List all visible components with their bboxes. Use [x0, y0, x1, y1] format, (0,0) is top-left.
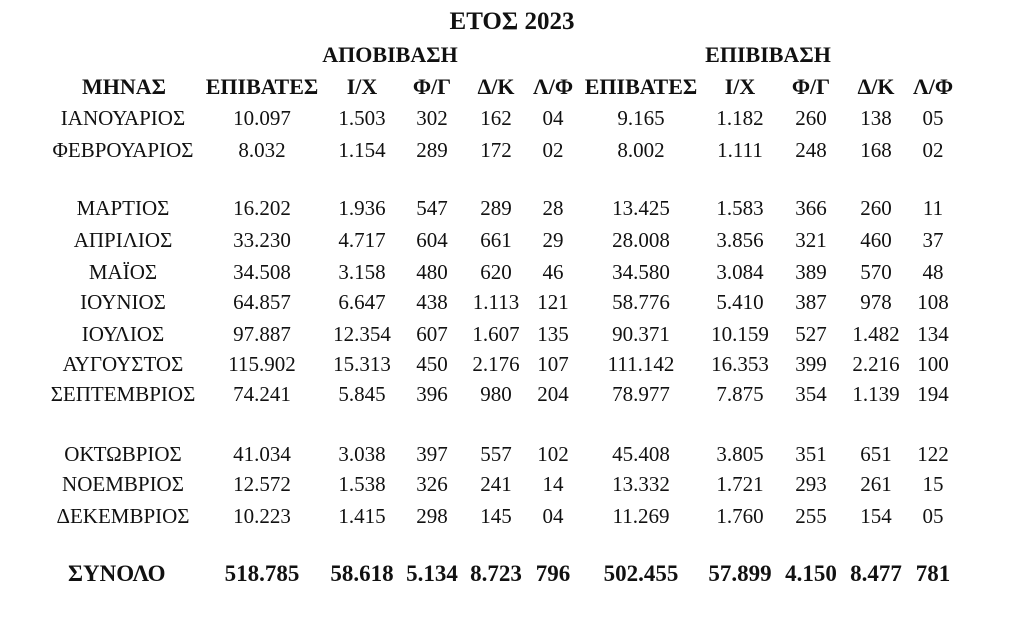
cars-disembark-cell: 12.354	[333, 322, 391, 346]
cars-embark-cell: 3.084	[716, 260, 764, 284]
dk-disembark-cell: 289	[480, 196, 512, 220]
passengers-embark-cell: 13.425	[612, 196, 670, 220]
cars-embark-cell: 16.353	[711, 352, 769, 376]
month-cell: ΦΕΒΡΟΥΑΡΙΟΣ	[52, 138, 194, 162]
dk-embark-cell: 260	[860, 196, 892, 220]
month-cell: ΟΚΤΩΒΡΙΟΣ	[64, 442, 182, 466]
header-cars-disembark: Ι/Χ	[346, 74, 378, 99]
dk-disembark-cell: 661	[480, 228, 512, 252]
trucks-embark-cell: 321	[795, 228, 827, 252]
passengers-embark-cell: 58.776	[612, 290, 670, 314]
header-month: ΜΗΝΑΣ	[81, 74, 167, 99]
dk-embark-cell: 460	[860, 228, 892, 252]
total-passengers-disembark-cell: 518.785	[224, 561, 300, 586]
passengers-embark-cell: 34.580	[612, 260, 670, 284]
total-dk-embark-cell: 8.477	[850, 561, 902, 586]
trucks-disembark-cell: 547	[416, 196, 448, 220]
passengers-disembark-cell: 97.887	[233, 322, 291, 346]
lf-disembark-cell: 04	[542, 504, 564, 528]
dk-disembark-cell: 241	[480, 472, 512, 496]
passengers-embark-cell: 78.977	[612, 382, 670, 406]
cars-disembark-cell: 1.503	[338, 106, 386, 130]
header-passengers-disembark: ΕΠΙΒΑΤΕΣ	[205, 74, 319, 99]
trucks-disembark-cell: 480	[416, 260, 448, 284]
cars-embark-cell: 3.805	[716, 442, 764, 466]
lf-disembark-cell: 04	[542, 106, 564, 130]
passengers-embark-cell: 11.269	[612, 504, 670, 528]
dk-embark-cell: 570	[860, 260, 892, 284]
dk-disembark-cell: 620	[480, 260, 512, 284]
trucks-embark-cell: 255	[795, 504, 827, 528]
passengers-disembark-cell: 41.034	[233, 442, 291, 466]
lf-embark-cell: 134	[917, 322, 949, 346]
trucks-embark-cell: 351	[795, 442, 827, 466]
cars-embark-cell: 1.760	[716, 504, 764, 528]
trucks-disembark-cell: 438	[416, 290, 448, 314]
trucks-embark-cell: 527	[795, 322, 827, 346]
total-lf-disembark-cell: 796	[535, 561, 571, 586]
trucks-embark-cell: 389	[795, 260, 827, 284]
trucks-disembark-cell: 604	[416, 228, 448, 252]
trucks-disembark-cell: 326	[416, 472, 448, 496]
group-header-embark: ΕΠΙΒΙΒΑΣΗ	[705, 42, 831, 67]
cars-disembark-cell: 1.936	[338, 196, 386, 220]
cars-disembark-cell: 3.038	[338, 442, 386, 466]
lf-embark-cell: 48	[922, 260, 944, 284]
lf-embark-cell: 37	[922, 228, 944, 252]
cars-disembark-cell: 15.313	[333, 352, 391, 376]
passengers-disembark-cell: 115.902	[228, 352, 296, 376]
dk-embark-cell: 1.139	[852, 382, 900, 406]
header-cars-embark: Ι/Χ	[724, 74, 756, 99]
passengers-disembark-cell: 74.241	[233, 382, 291, 406]
lf-embark-cell: 05	[922, 504, 944, 528]
cars-disembark-cell: 1.538	[338, 472, 386, 496]
passengers-embark-cell: 111.142	[607, 352, 675, 376]
passengers-disembark-cell: 12.572	[233, 472, 291, 496]
dk-disembark-cell: 557	[480, 442, 512, 466]
header-dk-embark: Δ/Κ	[857, 74, 895, 99]
trucks-embark-cell: 354	[795, 382, 827, 406]
lf-embark-cell: 108	[917, 290, 949, 314]
dk-disembark-cell: 980	[480, 382, 512, 406]
cars-disembark-cell: 6.647	[338, 290, 386, 314]
passengers-embark-cell: 9.165	[617, 106, 665, 130]
lf-embark-cell: 11	[922, 196, 944, 220]
lf-disembark-cell: 02	[542, 138, 564, 162]
trucks-embark-cell: 399	[795, 352, 827, 376]
month-cell: ΙΑΝΟΥΑΡΙΟΣ	[60, 106, 186, 130]
cars-embark-cell: 5.410	[716, 290, 764, 314]
month-cell: ΣΕΠΤΕΜΒΡΙΟΣ	[50, 382, 196, 406]
passengers-embark-cell: 28.008	[612, 228, 670, 252]
dk-embark-cell: 154	[860, 504, 892, 528]
total-dk-disembark-cell: 8.723	[470, 561, 522, 586]
header-trucks-embark: Φ/Γ	[791, 74, 831, 99]
total-cars-disembark-cell: 58.618	[330, 561, 394, 586]
header-lf-disembark: Λ/Φ	[532, 74, 574, 99]
cars-embark-cell: 1.182	[716, 106, 764, 130]
total-passengers-embark-cell: 502.455	[603, 561, 679, 586]
cars-embark-cell: 7.875	[716, 382, 764, 406]
trucks-disembark-cell: 607	[416, 322, 448, 346]
cars-embark-cell: 1.721	[716, 472, 764, 496]
lf-embark-cell: 02	[922, 138, 944, 162]
lf-disembark-cell: 46	[542, 260, 564, 284]
passengers-embark-cell: 13.332	[612, 472, 670, 496]
passengers-disembark-cell: 8.032	[238, 138, 286, 162]
dk-disembark-cell: 145	[480, 504, 512, 528]
lf-disembark-cell: 28	[542, 196, 564, 220]
trucks-disembark-cell: 298	[416, 504, 448, 528]
trucks-embark-cell: 366	[795, 196, 827, 220]
lf-disembark-cell: 121	[537, 290, 569, 314]
cars-embark-cell: 1.583	[716, 196, 764, 220]
header-dk-disembark: Δ/Κ	[477, 74, 515, 99]
trucks-disembark-cell: 450	[416, 352, 448, 376]
cars-embark-cell: 1.111	[717, 138, 763, 162]
passengers-embark-cell: 8.002	[617, 138, 665, 162]
lf-embark-cell: 122	[917, 442, 949, 466]
group-header-disembark: ΑΠΟΒΙΒΑΣΗ	[322, 42, 458, 67]
month-cell: ΑΠΡΙΛΙΟΣ	[73, 228, 173, 252]
passengers-embark-cell: 45.408	[612, 442, 670, 466]
lf-embark-cell: 194	[917, 382, 949, 406]
passengers-embark-cell: 90.371	[612, 322, 670, 346]
cars-disembark-cell: 5.845	[338, 382, 386, 406]
lf-embark-cell: 100	[917, 352, 949, 376]
dk-embark-cell: 168	[860, 138, 892, 162]
trucks-embark-cell: 293	[795, 472, 827, 496]
passengers-disembark-cell: 64.857	[233, 290, 291, 314]
lf-disembark-cell: 107	[537, 352, 569, 376]
month-cell: ΙΟΥΝΙΟΣ	[80, 290, 166, 314]
dk-disembark-cell: 1.113	[472, 290, 520, 314]
month-cell: ΙΟΥΛΙΟΣ	[81, 322, 165, 346]
passengers-disembark-cell: 10.097	[233, 106, 291, 130]
lf-disembark-cell: 102	[537, 442, 569, 466]
trucks-embark-cell: 387	[795, 290, 827, 314]
header-passengers-embark: ΕΠΙΒΑΤΕΣ	[584, 74, 698, 99]
cars-disembark-cell: 3.158	[338, 260, 386, 284]
trucks-embark-cell: 260	[795, 106, 827, 130]
dk-disembark-cell: 172	[480, 138, 512, 162]
month-cell: ΜΑΡΤΙΟΣ	[76, 196, 170, 220]
cars-embark-cell: 10.159	[711, 322, 769, 346]
passengers-disembark-cell: 16.202	[233, 196, 291, 220]
cars-disembark-cell: 1.415	[338, 504, 386, 528]
lf-embark-cell: 15	[922, 472, 944, 496]
dk-embark-cell: 1.482	[852, 322, 900, 346]
dk-embark-cell: 261	[860, 472, 892, 496]
cars-disembark-cell: 4.717	[338, 228, 386, 252]
lf-disembark-cell: 204	[537, 382, 569, 406]
dk-disembark-cell: 2.176	[472, 352, 520, 376]
month-cell: ΜΑΪΟΣ	[88, 260, 158, 284]
total-lf-embark-cell: 781	[915, 561, 951, 586]
month-cell: ΑΥΓΟΥΣΤΟΣ	[62, 352, 184, 376]
total-label: ΣΥΝΟΛΟ	[68, 561, 166, 586]
cars-embark-cell: 3.856	[716, 228, 764, 252]
trucks-disembark-cell: 302	[416, 106, 448, 130]
dk-embark-cell: 978	[860, 290, 892, 314]
cars-disembark-cell: 1.154	[338, 138, 386, 162]
total-trucks-disembark-cell: 5.134	[406, 561, 458, 586]
header-trucks-disembark: Φ/Γ	[412, 74, 452, 99]
trucks-disembark-cell: 397	[416, 442, 448, 466]
page-title: ΕΤΟΣ 2023	[449, 8, 575, 35]
passengers-disembark-cell: 10.223	[233, 504, 291, 528]
lf-disembark-cell: 29	[542, 228, 564, 252]
lf-embark-cell: 05	[922, 106, 944, 130]
trucks-embark-cell: 248	[795, 138, 827, 162]
total-cars-embark-cell: 57.899	[708, 561, 772, 586]
dk-embark-cell: 2.216	[852, 352, 900, 376]
dk-embark-cell: 651	[860, 442, 892, 466]
passengers-disembark-cell: 33.230	[233, 228, 291, 252]
trucks-disembark-cell: 289	[416, 138, 448, 162]
passengers-disembark-cell: 34.508	[233, 260, 291, 284]
trucks-disembark-cell: 396	[416, 382, 448, 406]
dk-embark-cell: 138	[860, 106, 892, 130]
month-cell: ΔΕΚΕΜΒΡΙΟΣ	[56, 504, 190, 528]
header-lf-embark: Λ/Φ	[912, 74, 954, 99]
dk-disembark-cell: 1.607	[472, 322, 520, 346]
lf-disembark-cell: 135	[537, 322, 569, 346]
dk-disembark-cell: 162	[480, 106, 512, 130]
total-trucks-embark-cell: 4.150	[785, 561, 837, 586]
month-cell: ΝΟΕΜΒΡΙΟΣ	[62, 472, 184, 496]
lf-disembark-cell: 14	[542, 472, 564, 496]
